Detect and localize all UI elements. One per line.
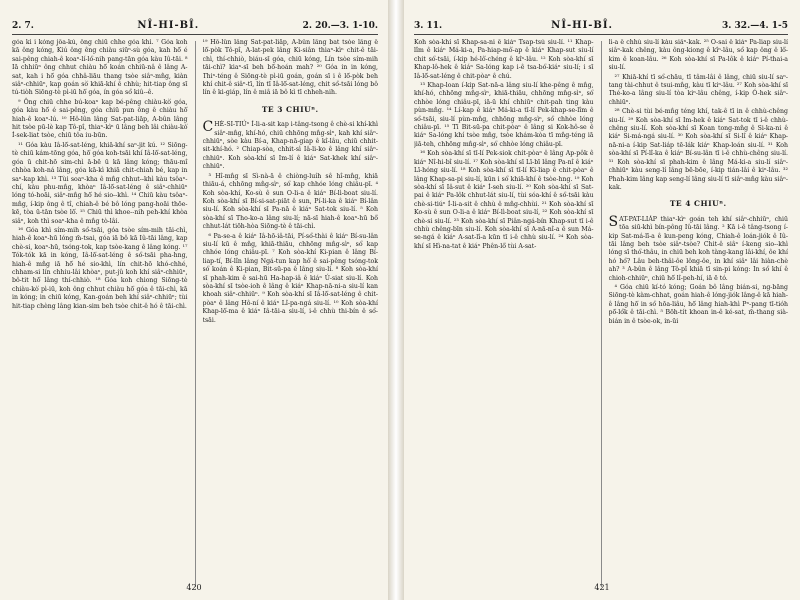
right-columns bbox=[414, 39, 788, 587]
paragraph: ¹⁶ Koh sòa-khí sī tī-lí Pek-siok chit-pòaⁿ ê lâng Ap-pôk ê kiáⁿ Nî-hi-bî siu-lí. ¹⁷ Koh sòa-khí sī Lī-bī lâng Pa-nî ê kiáⁿ Lī-hóng siu-lí. ¹⁸ Koh sòa-khí sī tī-lí Ki-liap ê chit-pòaⁿ ê lâng Khap-sa-pi siu-lí, kūn i só͘ khiā-khí ê tsòe-hng. ¹⁹ Koh sòa-khí sī Iâ-sut ê kiáⁿ Í-seh siu-lí. ²⁰ Koh sòa-khí sī Sat-pai ê kiáⁿ Pa-lôk chhut-lát siu-lí, tùi sóa-khí ê só͘-tsāi kàu chè-si-tiúⁿ Í-li-a-sit ê chhù ê mn̂g-chhùi. ²¹ Koh sòa-khí sī Ko-sù ê sun O-li-a ê kiáⁿ Bí-lì-boat siu-lí, ²² Koh sòa-khí sī chè-si siu-lí. ²³ Koh sòa-khí sī Piân-ngá-bín Khap-sut tī i-ê chhù chêng-bīn siu-lí. Koh sòa-khí sī A-nā-nî-a ê sun Má-se-ngá ê kiáⁿ A-sat-lî-a kūn tī i-ê chhù siu-lí. ²⁴ Koh sòa-khí sī Hì-na-tat ê kiáⁿ Phên-lô͘ tùi A-sat- bbox=[414, 150, 594, 250]
left-page bbox=[0, 0, 388, 600]
left-page-number: 420 bbox=[186, 583, 202, 592]
chapter-heading: TE 4 CHIUⁿ. bbox=[669, 199, 727, 209]
book-gutter bbox=[388, 0, 404, 600]
right-page-number: 421 bbox=[594, 583, 610, 592]
paragraph: ²⁸ Chè-si tùi bé-mn̂g téng khí, tak-ê tī in ê chhù-chêng siu-lí. ²⁹ Koh sòa-khí sī Im-hek ê kiáⁿ Sat-tok tī i-ê chhù-chêng siu-lí. Koh sòa-khí sī Koan tong-mn̂g ê Si-ka-ni ê kiáⁿ Si-má-ngá siu-lí. ³⁰ Koh sòa-khí sī Si-lî ê kiáⁿ Khap-nā-ni-a í-kip Sat-liáp tē-lák kiáⁿ Khap-loán siu-lí. ³¹ Koh sòa-khí sī Pí-lî-ka ê kiáⁿ Bí-su-lân tī i-ê chhù-chêng siu-lí. ³¹ Koh sòa-khí sī phah-kim ê lâng Má-ki-a siu-lí siâⁿ-chhiūⁿ kàu seng-lí lâng bē-bōe, í-kip tián-lâi ê kiⁿ-lâu. ³² Phah-kim lâng kap seng-lí lâng siu-lí tī siâⁿ-mn̂g kàu siâⁿ-kak. bbox=[608, 108, 788, 191]
paragraph: ²⁷ Khiā-khí tī só͘-chāu, tī tâm-lâi ê lâng, chiū siu-lí saⁿ-tang tài-chhut ê tsui-mn̂g, kàu tī kiⁿ-lâu. ²⁷ Koh sòa-khí sī Thé-ko-a lâng siu-lí tòa kiⁿ-lâu chêng, í-kip Ó-hek siâⁿ-chhiūⁿ. bbox=[608, 73, 788, 106]
paragraph: SAT-PAT-LIÁP thiaⁿ-kìⁿ goán teh khí siâⁿ-chhiūⁿ, chiū tōa siū-khì bín-pông Iû-tāi lâng. ² Kā i-ê tâng-tsong í-kip Sat-má-lī-a ê kun-peng kóng, Chiah-ê loán-jiók ê Iû-tāi lâng beh tsòe siâⁿ-tsòe? Chit-ê siâⁿ í-keng sio--khì lóng sī thó͘-thâu, in chiū beh koh tàng-kang lâi-khí, ôe khí hó hó͘? Lâu beh-thâi-ôe lông-ôe, in khí siâⁿ lâi hiàn-chè ah? ³ A-bûn ê lâng Tô-pî khiā tī sin-pi kóng: In só͘ khí ê chioh-chhiūⁿ, chiū hō͘ lî-peh-hí, iā ē tó. bbox=[608, 213, 788, 282]
column-rule bbox=[601, 41, 602, 587]
paragraph: ¹⁹ Hô-lûn lâng Sat-pat-liāp, A-bûn lâng bat tsòe lâng ê lō͘-pòk Tô-pî, A-lat-pek lâng Ki-siân thiaⁿ-kìⁿ chit-ê tāi-chì, thí-chhiò, biáu-sī góa, chiū kóng, Lín tsòe sím-mih tāi-chì? kiaⁿ-sī beh bō͘-hoán mah? ²⁰ Góa in in kóng, Thiⁿ-téng ê Siōng-tè pì-iū goán, goán sī i ê lō͘-pòk beh khí chit-ê siâⁿ-tī, lín tī Iâ-lō͘-sat-léng, chit só͘-tsāi lóng bô lín ê ki-giáp, lín ê miâ iā bô kì tī chheh-nih. bbox=[202, 39, 378, 97]
right-header-left: 3. 11. bbox=[414, 21, 443, 31]
left-header-left: 2. 7. bbox=[12, 21, 34, 31]
paragraph: ¹³ Khap-loan í-kip Sat-nā-a lâng siu-lí khe-pêng ê mn̂g, khí-hó, chhōng mn̂g-sìⁿ, khiā-thiāu, chhōng mn̂g-sìⁿ, só͘ chhòe lóng chiâu-pī, iā-ū khí chhiūⁿ chit-pah ting kàu pùn-mn̂g. ¹⁴ Lí-kap ê kiáⁿ Má-ki-a tī-lí Pek-khap-se-lîm ê só͘-tsāi, siu-lí pùn-mn̂g, chhōng mn̂g-sìⁿ, só͘ chhòe lóng chiâu-pī. ¹⁵ Tī Bit-sū-pa chit-pòaⁿ ê lâng si Kok-hô-se ê kiáⁿ Sa-lóng khí tsòe mn̂g, tsòe khám-kòa tī mn̂g-téng iā jiā-teh, chhōng mn̂g-sìⁿ, só͘ chhòe lóng chiâu-pī. bbox=[414, 82, 594, 148]
paragraph: ¹¹ Góa kàu Iâ-lō͘-sat-léng, khiā-khí saⁿ-jit kú. ¹² Siōng-tè chiū kám-tōng góa, hō͘ góa koh-tsāi khí Iâ-lō͘-sat-léng, góa ū chit-hō sim-chì ā-bē ū kā lâng kóng; thāu-mî chhòa koh-ná lâng, góa kā-kì khiā chit-chiah bé, kap in saⁿ-kap khì. ¹³ Tùi soaⁿ-kha ê mn̂g chhut--khì kàu tsôaⁿ-chí, kàu phu-mn̂g, khòaⁿ Iâ-lō͘-sat-léng ê siâⁿ-chhiūⁿ lóng tó-hoāi, siâⁿ-mn̂g hō͘ hé sio--khì. ¹⁴ Chiū kàu tsôaⁿ-mn̂g, í-kip ông ê tî, chiah-ê bé bô lóng pang-hoāi thōe-kē, tòa ū-tān tsòe lō͘. ¹⁵ Chiū thì khoe--nih peh-khí khòa siâⁿ, koh thì soaⁿ-kha ê mn̂g tò-lâi. bbox=[12, 141, 188, 225]
paragraph: ⁴ Góa chiū kí-tó kóng; Goán bô lâng bián-si, ng-bāng Siōng-tè kàm-chhat, goán hiah-ê lóng-jiók lâng-ê kā hiah-ê lâng hō͘ in só͘ hōa-liâu, hō͘ lâng hiah-khì Pⁿ-pang tī-tióh pō͘-ló͘k ê tāi-chì. ⁵ Bōh-tít khoan in-ê ké-sat, m̄-thang sià-bián in ê tsòe-ok, in-ūi bbox=[608, 283, 788, 325]
paragraph: CHÈ-SI-TIÚⁿ Í-li-a-sit kap i-tâng-tsong ê chè-si khí-khì siâⁿ-mn̂g, khí-hó, chiū chhōng mn̂g-sìⁿ, kah khí siâⁿ-chhiūⁿ, sòe kàu Bí-a, Khap-nā-giap ê kî-lâu, chiū chhit-sit-khí-hó. ² Chiap-sòa, chhit-sì Iâ-li-ko ê lâng khí siâⁿ-chhiūⁿ. Koh sòa-khí sī Im-lí ê kiáⁿ Sat-khek khí siâⁿ-chhiūⁿ. bbox=[202, 119, 378, 171]
right-running-head bbox=[414, 20, 788, 35]
paragraph: lì-a ê chhù siu-lí kàu siâⁿ-kak. ²⁵ O-sai ê kiáⁿ Pa-liap siu-lí siâⁿ-kak chêng, kàu ông-kiong ê kîⁿ-lâu, só͘ kap ông ê lô͘-kim ê koan-lâu. ²⁶ Koh sòa-khí sī Pa-lôk ê kiáⁿ Pí-thai-a siu-lí. bbox=[608, 39, 788, 72]
left-column-1 bbox=[12, 39, 188, 587]
right-column-2 bbox=[609, 39, 789, 587]
right-header-title: NÎ-HI-BÎ. bbox=[551, 20, 614, 31]
right-page bbox=[404, 0, 800, 600]
paragraph: ¹⁶ Góa khì sím-mih só͘-tsāi, góa tsòe sím-mih tāi-chì, hiah-ê koaⁿ-hū lóng m̄-tsai, góa iā bô kā Iû-tāi lâng, kap chè-si, koaⁿ-hū, tsóng-tok, kap tsòe-kang ê lâng kóng. ¹⁷ Tók-tók kā in kóng, Iâ-lō͘-sat-léng ê só͘-tsāi pha-hng, hiah-ê mn̂g iā hō͘ hé sio-khì, lín chit-hō khó-chhé, chham-si lín chhiu-lâi khòaⁿ, put-jû koh khí siâⁿ-chhiūⁿ, bô-tit hō͘ lâng thí-chhiò. ¹⁸ Góa koh chiong Siōng-tè chiàu-kò͘ pì-iū, koh ông chhut chiàu hō͘ góa ê tāi-chì, kā in kóng; in chiū kóng, Kan-goán beh khí siâⁿ-chhiūⁿ; tùi hit-tiap chèng lâng kian-sim beh tsòe chit-ê hó ê tāi-chì. bbox=[12, 226, 188, 310]
paragraph: ⁹ Ông chiū chhe bú-koaⁿ kap bé-pêng chiàu-kò͘ góa, góa kàu hō͘ é sai-pêng, góa chiū pun ông ê chiàu hō͘ hiah-ê koaⁿ-lú. ¹⁰ Hô-lûn lâng Sat-pat-liāp, A-bûn lâng hit tsòe pū-lè kap Tô-pî, thiaⁿ-kìⁿ ū lâng beh lâi chiàu-kò͘ Í-sek-liat tsòe, chiū tôa iu-būn. bbox=[12, 98, 188, 140]
paragraph: Koh sòa-khí sī Khap-sa-ni ê kiáⁿ Tsap-tsú siu-lí. ¹¹ Khap-lîm ê kiáⁿ Má-ki-a, Pa-hiap-mô͘-ap ê kiáⁿ Khap-sut siu-lí chit só͘-tsāi, í-kip hé-lô͘-chéng ê kîⁿ-lâu. ¹² Koh sòa-khí sī Khap-lô-hek ê kiáⁿ Sa-lóng kap i-ê tsa-bó͘-kiáⁿ siu-lí; i sī Iâ-lō͘-sat-léng ê chit-pòaⁿ ê chú. bbox=[414, 39, 594, 80]
paragraph: góa kì i kóng jôa-kú, ông chiū chhe góa khì. ⁷ Góa koh kā ông kóng, Kiú ông êng chiàu siūⁿ-sù góa, kah hō͘ é sai-pêng chiah-ê koaⁿ-lí-ló͘-nih pang-tān góa kàu Iû-tāi. ⁸ Iā chhiūⁿ ông chhut chiàu hō͘ koán chhiū-nâ ê lâng A-sat, kah i hō͘ góa chhâ-liāu thang tsòe siâⁿ-mn̂g, kiàn siâⁿ-chhiūⁿ, kap goán sò͘ khiā-khí ê chhù; hit-tiap ông sī tú-tiòh Siōng-tè pì-iū hō͘ góa, ín góa só͘ kiû--ê. bbox=[12, 39, 188, 97]
paragraph: ³ Hî-mn̂g sī Sì-nà-ā ê chiòng-lui̍h sê hî-mn̂g, khiā thiāu-á, chhōng mn̂g-sìⁿ, só͘ kap chhóe lóng chiâu-pī. ⁴ Koh sòa-khí, Ko-sù ê sun O-li-a ê kiáⁿ Bí-lì-boat siu-lí. Koh sòa-khí sī Bí-si-sat-piāt ê sun, Pí-li-ka ê kiáⁿ Bí-lân siu-lí. Koh sòa-khí sī Pa-nā ê kiáⁿ Sat-tok siu-lí. ⁵ Koh sòa-khí sī Tho-ko-a lâng siu-lí; nā-sī hiah-ê koaⁿ-hū bô͘ chhut-lát tiōh-hòa Siōng-tè ê tāi-chì. bbox=[202, 172, 378, 231]
column-rule bbox=[195, 41, 196, 587]
paragraph: ⁶ Pa-se-a ê kiáⁿ Iâ-hō-iâ-tāi, Pí-só͘-thài ê kiáⁿ Bí-su-lân siu-lí kū ê mn̂g, khiā-thiāu, chhōng mn̂g-sìⁿ, só͘ kap chhóe lóng chiâu-pī. ⁷ Koh sòa-khí Ki-pian ê lâng Bí-liap-tí, Bí-lîn lâng Ngá-tun kap hô͘ ê sai-pêng tsóng-tok só͘ koán ê Ki-pian, Bit-sū-pa ê lâng siu-lí. ⁸ Koh sòa-khí sī phah-kim ê sai-hū Ha-hap-iâ ê kiáⁿ Ú-siat siu-lí. Koh sòa-khí sī tsòe-ioh ê lâng ê kiáⁿ Khap-nā-ni-a siu-lí kan khoah siâⁿ-chhiūⁿ. ⁹ Koh sòa-khí sī Iâ-lō͘-sat-léng ê chit-pòaⁿ ê lâng Hô-ní ê kiáⁿ Lî-pa-ngá siu-lí. ¹⁰ Koh sòa-khí Khap-lō͘-ma ê kiáⁿ Iâ-tāi-a siu-lí, i-ê chhù thi-bín ê só͘-tsāi. bbox=[202, 232, 378, 324]
left-columns bbox=[12, 39, 378, 587]
left-column-2 bbox=[203, 39, 379, 587]
right-header-right: 3. 32.—4. 1-5 bbox=[722, 21, 788, 31]
left-running-head bbox=[12, 20, 378, 35]
left-header-right: 2. 20.—3. 1-10. bbox=[302, 21, 378, 31]
left-header-title: NÎ-HI-BÎ. bbox=[137, 20, 200, 31]
right-column-1 bbox=[414, 39, 594, 587]
chapter-heading: TE 3 CHIUⁿ. bbox=[261, 104, 319, 114]
